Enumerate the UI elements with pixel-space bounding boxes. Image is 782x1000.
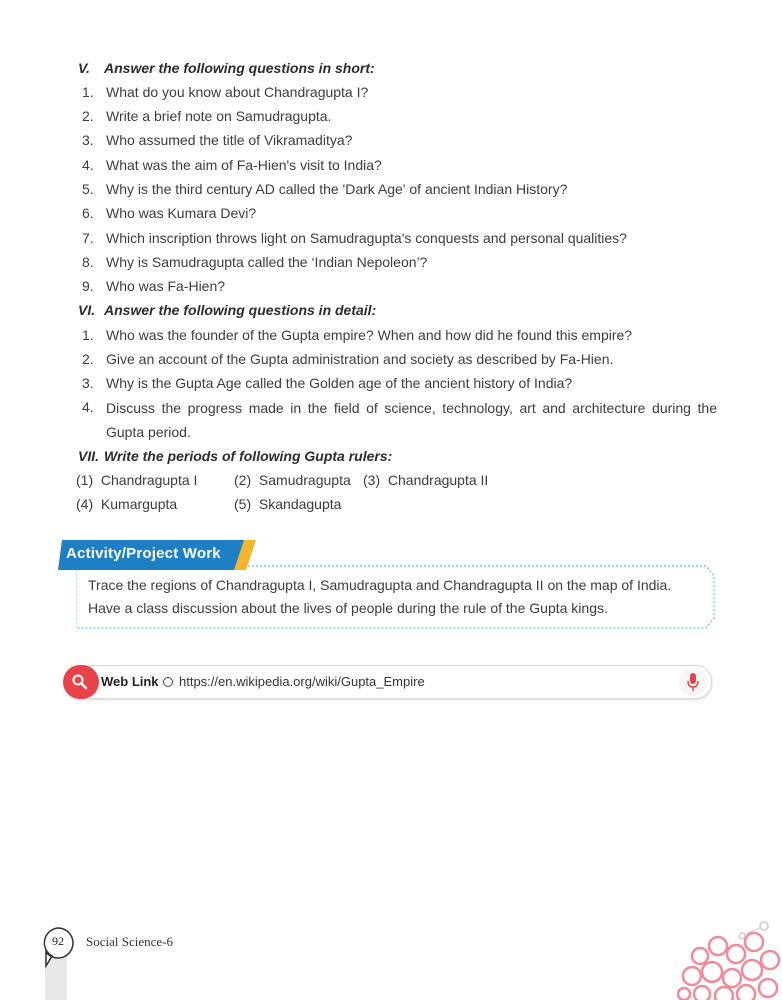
ruler-item: (1) Chandragupta I (76, 472, 198, 488)
question-item: 1. What do you know about Chandragupta I? (82, 84, 369, 100)
question-item: 3. Who assumed the title of Vikramaditya? (82, 132, 353, 148)
ruler-item: (2) Samudragupta (234, 472, 351, 488)
activity-badge (58, 540, 254, 570)
search-icon[interactable] (63, 665, 99, 699)
page-number: 92 (52, 934, 64, 948)
section-vii-heading: VII. Write the periods of following Gupta rulers: (78, 448, 393, 464)
ruler-row (76, 472, 576, 492)
ruler-item: (5) Skandagupta (234, 496, 342, 512)
section-vi-heading: VI. Answer the following questions in detail: (78, 302, 377, 318)
bullet-circle-icon (163, 677, 173, 687)
ruler-item: (3) Chandragupta II (363, 472, 489, 488)
web-link-bar (64, 665, 712, 699)
section-v-heading: V. Answer the following questions in short: (78, 60, 375, 76)
question-item: 4. Discuss the progress made in the field of science, technology, art and architecture during the Gupta period. (82, 399, 717, 440)
question-item: 7. Which inscription throws light on Samudragupta's conquests and personal qualities? (82, 230, 627, 246)
activity-title: Activity/Project Work (66, 545, 221, 562)
ruler-row (76, 496, 576, 516)
question-item: 1. Who was the founder of the Gupta empire? When and how did he found this empire? (82, 327, 633, 343)
question-item: 2. Give an account of the Gupta administration and society as described by Fa-Hien. (82, 351, 614, 367)
book-title: Social Science-6 (86, 934, 173, 949)
ruler-item: (4) Kumargupta (76, 496, 178, 512)
web-link-url[interactable]: https://en.wikipedia.org/wiki/Gupta_Empire (179, 674, 425, 689)
question-item: 6. Who was Kumara Devi? (82, 205, 257, 221)
question-item: 5. Why is the third century AD called the 'Dark Age' of ancient Indian History? (82, 181, 568, 197)
question-item: 3. Why is the Gupta Age called the Golden age of the ancient history of India? (82, 375, 573, 391)
decorative-circles (672, 916, 782, 1000)
activity-text: Trace the regions of Chandragupta I, Samudragupta and Chandragupta II on the map of India. Have a class discussion about the lives of people during the rule of the Gupta kings. (88, 577, 672, 616)
page-number-badge (40, 926, 76, 972)
question-item: 9. Who was Fa-Hien? (82, 278, 226, 294)
question-item: 2. Write a brief note on Samudragupta. (82, 108, 332, 124)
question-item: 4. What was the aim of Fa-Hien's visit to India? (82, 157, 382, 173)
web-link-label: Web Link (101, 674, 159, 689)
microphone-icon[interactable] (679, 668, 707, 696)
question-item: 8. Why is Samudragupta called the ‘Indian Nepoleon’? (82, 254, 428, 270)
